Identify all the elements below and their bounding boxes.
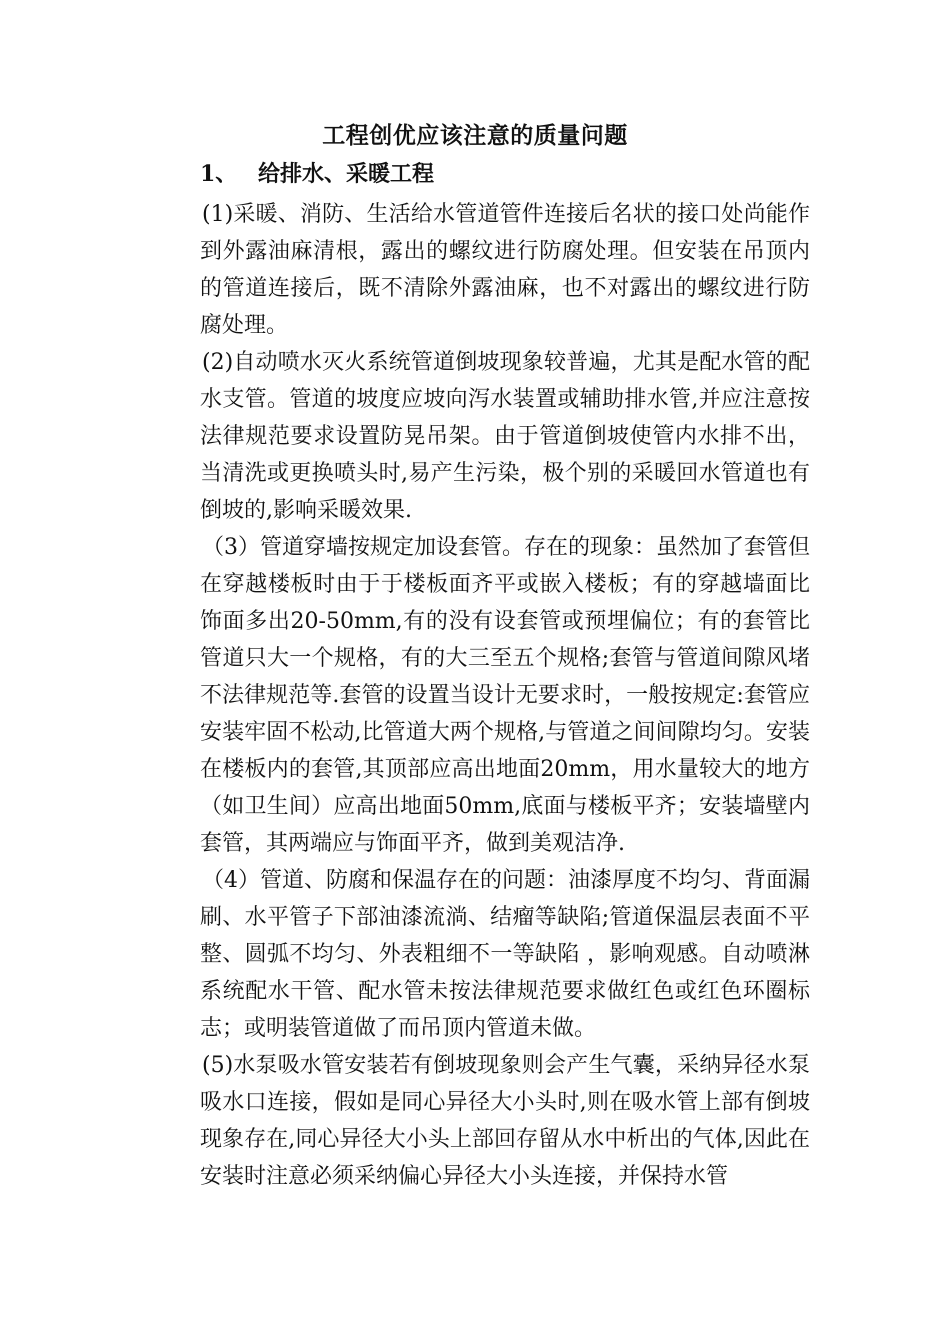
paragraph-5: (5)水泵吸水管安装若有倒坡现象则会产生气囊，采纳异径水泵吸水口连接，假如是同心异径大小头时,则在吸水管上部有倒坡现象存在,同心异径大小头上部回存留从水中析出的气体,因此在安装时注意必须采纳偏心异径大小头连接，并保持水管: [200, 1053, 810, 1189]
section-number: 1、: [200, 161, 238, 187]
section-title: 给排水、采暖工程: [258, 161, 435, 187]
section-heading: [200, 156, 760, 192]
paragraph-3: （3）管道穿墙按规定加设套管。存在的现象：虽然加了套管但在穿越楼板时由于于楼板面齐平或嵌入楼板；有的穿越墙面比饰面多出20-50mm,有的没有设套管或预埋偏位；有的套管比管道只大一个规格，有的大三至五个规格;套管与管道间隙风堵不法律规范等.套管的设置当设计无要求时，一般按规定:套管应安装牢固不松动,比管道大两个规格,与管道之间间隙均匀。安装在楼板内的套管,其顶部应高出地面20mm，用水量较大的地方（如卫生间）应高出地面50mm,底面与楼板平齐；安装墙壁内套管，其两端应与饰面平齐，做到美观洁净.: [200, 535, 810, 856]
document-title: 工程创优应该注意的质量问题: [322, 122, 628, 149]
paragraph-1: (1)采暖、消防、生活给水管道管件连接后名状的接口处尚能作到外露油麻清根，露出的螺纹进行防腐处理。但安装在吊顶内的管道连接后，既不清除外露油麻，也不对露出的螺纹进行防腐处理。: [200, 202, 810, 338]
paragraph-2: (2)自动喷水灭火系统管道倒坡现象较普遍，尤其是配水管的配水支管。管道的坡度应坡向泻水装置或辅助排水管,并应注意按法律规范要求设置防晃吊架。由于管道倒坡使管内水排不出，当清洗或更换喷头时,易产生污染，极个别的采暖回水管道也有倒坡的,影响采暖效果.: [200, 350, 810, 523]
paragraph-4: （4）管道、防腐和保温存在的问题：油漆厚度不均匀、背面漏刷、水平管子下部油漆流淌、结瘤等缺陷;管道保温层表面不平整、圆弧不均匀、外表粗细不一等缺陷 ，影响观感。自动喷淋系统配水干管、配水管未按法律规范要求做红色或红色环圈标志；或明装管道做了而吊顶内管道未做。: [200, 868, 810, 1041]
document-body: [200, 196, 810, 1195]
